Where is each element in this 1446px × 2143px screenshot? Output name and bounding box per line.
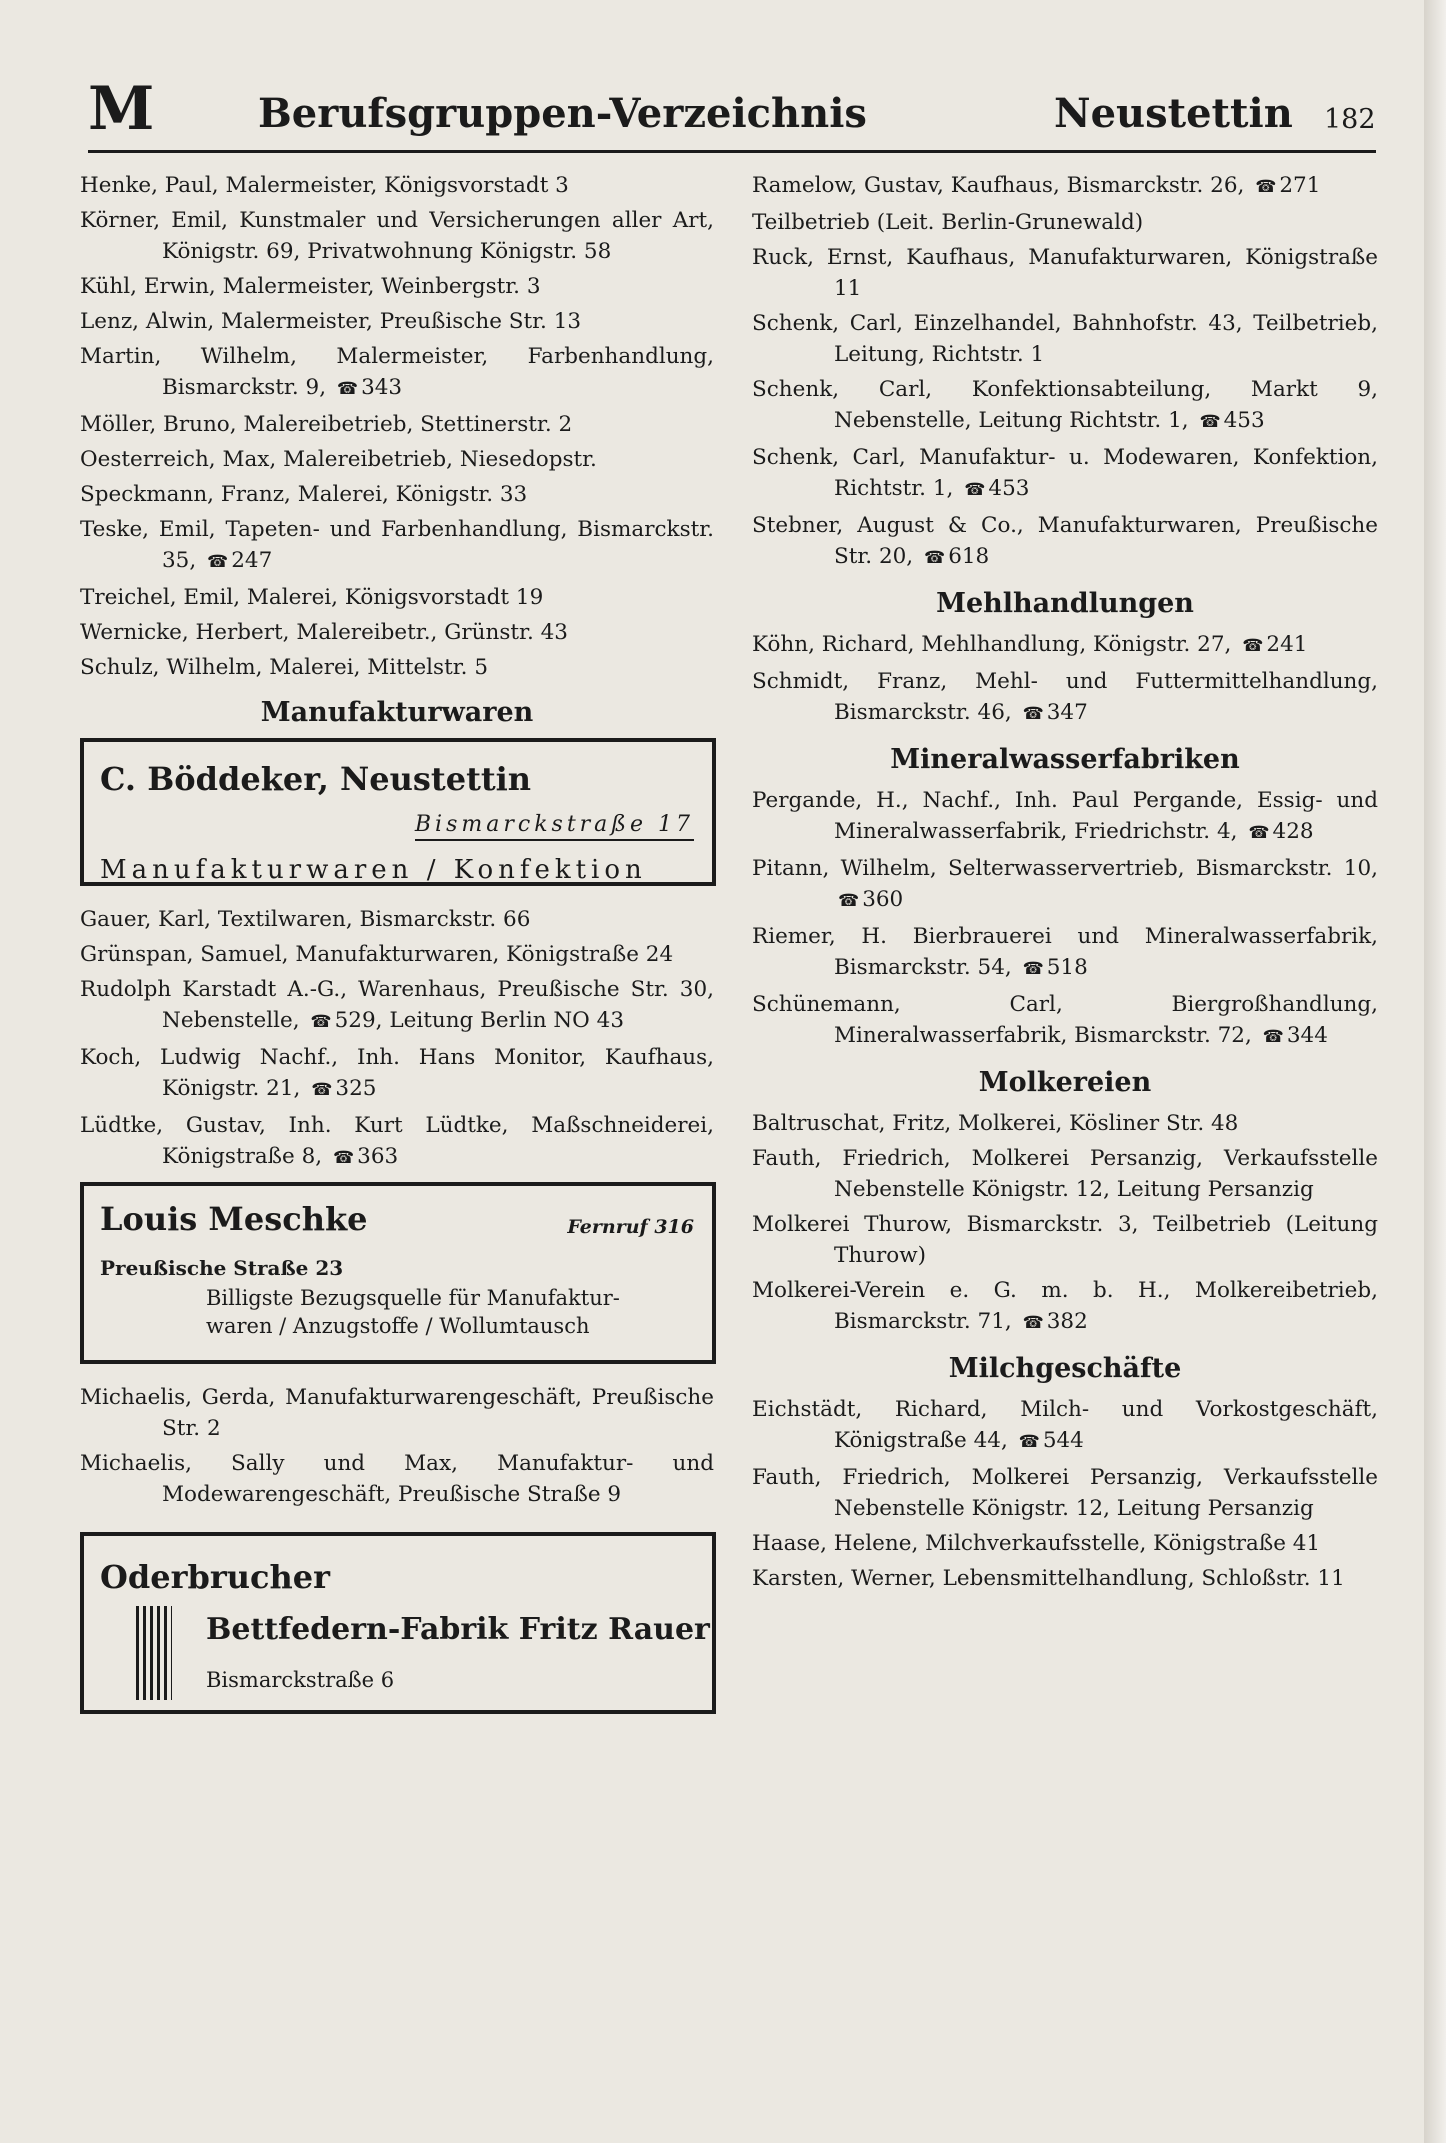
phone-number: ☎ 618 [920, 544, 989, 569]
entry-list [752, 1108, 1378, 1339]
phone-number: ☎ 363 [329, 1144, 398, 1169]
entry-list [752, 1394, 1378, 1594]
entry-text: Teske, Emil, Tapeten- und Farbenhandlung, Bismarckstr. 35, [80, 517, 714, 573]
directory-entry [80, 582, 714, 613]
entry-text: Schenk, Carl, Konfektionsabteilung, Markt 9, Nebenstelle, Leitung Richtstr. 1, [752, 377, 1378, 433]
entry-list [80, 170, 714, 683]
entry-text: Baltruschat, Fritz, Molkerei, Kösliner Str. 48 [752, 1111, 1239, 1136]
directory-entry [80, 1110, 714, 1174]
entry-text: Pergande, H., Nachf., Inh. Paul Pergande, Essig- und Mineralwasserfabrik, Friedrichstr. 4, [752, 788, 1378, 844]
page-header [88, 70, 1376, 153]
directory-entry [752, 666, 1378, 730]
entry-text: Grünspan, Samuel, Manufakturwaren, Königstraße 24 [80, 942, 674, 967]
entry-list [752, 785, 1378, 1053]
entry-text: Eichstädt, Richard, Milch- und Vorkostgeschäft, Königstraße 44, [752, 1397, 1378, 1453]
phone-number: ☎ 241 [1238, 632, 1307, 657]
entry-text: Teilbetrieb (Leit. Berlin-Grunewald) [752, 210, 1144, 235]
entry-text: Lenz, Alwin, Malermeister, Preußische Str. 13 [80, 309, 582, 334]
directory-entry [80, 1448, 714, 1510]
section-letter: M [88, 74, 155, 144]
ad-address: Bismarckstraße 17 [415, 812, 694, 841]
book-edge [1424, 0, 1446, 2143]
directory-entry [752, 1462, 1378, 1524]
directory-entry [752, 1394, 1378, 1458]
entry-text: Koch, Ludwig Nachf., Inh. Hans Monitor, Kaufhaus, Königstr. 21, [80, 1045, 714, 1101]
directory-entry [752, 1108, 1378, 1139]
directory-entry [80, 939, 714, 970]
left-column [80, 170, 714, 1732]
entry-list [752, 170, 1378, 574]
ad-name: C. Böddeker, Neustettin [100, 760, 532, 798]
ad-rauer [80, 1532, 716, 1714]
ad-name: Louis Meschke [100, 1200, 368, 1238]
ad-boeddeker [80, 738, 716, 886]
ad-meschke [80, 1182, 716, 1364]
entry-list [80, 1382, 714, 1510]
ad-line-1: Billigste Bezugsquelle für Manufaktur- [206, 1286, 620, 1310]
section-heading-mineral: Mineralwasserfabriken [890, 744, 1240, 775]
entry-text: Lüdtke, Gustav, Inh. Kurt Lüdtke, Maßschneiderei, Königstraße 8, [80, 1113, 714, 1169]
directory-entry [752, 442, 1378, 506]
directory-entry [80, 974, 714, 1038]
entry-text: Schulz, Wilhelm, Malerei, Mittelstr. 5 [80, 655, 488, 680]
directory-entry [752, 921, 1378, 985]
section-heading-manufaktur: Manufakturwaren [260, 697, 534, 728]
section-heading-milch: Milchgeschäfte [948, 1353, 1182, 1384]
directory-entry [80, 271, 714, 302]
entry-tail: Leitung Berlin NO 43 [389, 1008, 625, 1033]
directory-entry [752, 785, 1378, 849]
directory-entry [752, 1275, 1378, 1339]
directory-entry [752, 1528, 1378, 1559]
page-title: Berufsgruppen-Verzeichnis [258, 90, 867, 137]
directory-entry [752, 853, 1378, 917]
entry-text: Michaelis, Gerda, Manufakturwarengeschäft, Preußische Str. 2 [80, 1385, 714, 1441]
entry-text: Henke, Paul, Malermeister, Königsvorstadt 3 [80, 173, 569, 198]
directory-entry [80, 341, 714, 405]
phone-number: ☎ 529, [306, 1008, 382, 1033]
directory-entry [752, 1209, 1378, 1271]
entry-text: Molkerei Thurow, Bismarckstr. 3, Teilbetrieb (Leitung Thurow) [752, 1212, 1378, 1268]
entry-text: Stebner, August & Co., Manufakturwaren, Preußische Str. 20, [752, 513, 1378, 569]
entry-text: Riemer, H. Bierbrauerei und Mineralwasserfabrik, Bismarckstr. 54, [752, 924, 1378, 980]
directory-entry [752, 170, 1378, 203]
section-heading-molkereien: Molkereien [978, 1067, 1152, 1098]
entry-text: Karsten, Werner, Lebensmittelhandlung, Schloßstr. 11 [752, 1566, 1345, 1591]
directory-entry [80, 617, 714, 648]
directory-entry [80, 170, 714, 201]
phone-number: ☎ 343 [333, 375, 402, 400]
entry-text: Speckmann, Franz, Malerei, Königstr. 33 [80, 482, 528, 507]
ad-address: Preußische Straße 23 [100, 1256, 344, 1280]
directory-entry [752, 1563, 1378, 1594]
directory-entry [752, 308, 1378, 370]
phone-number: ☎ 518 [1019, 955, 1088, 980]
directory-entry [752, 1143, 1378, 1205]
directory-entry [80, 205, 714, 267]
directory-entry [752, 989, 1378, 1053]
directory-entry [752, 629, 1378, 662]
section-heading-mehl: Mehlhandlungen [936, 588, 1194, 619]
entry-text: Ramelow, Gustav, Kaufhaus, Bismarckstr. 26, [752, 173, 1245, 198]
ad-name: Oderbrucher [100, 1558, 330, 1596]
ad-phone: Fernruf 316 [567, 1216, 694, 1238]
entry-text: Möller, Bruno, Malereibetrieb, Stettinerstr. 2 [80, 412, 573, 437]
directory-entry [80, 904, 714, 935]
entry-text: Körner, Emil, Kunstmaler und Versicherungen aller Art, Königstr. 69, Privatwohnung Königstr. 58 [80, 208, 714, 264]
ad-line-2: waren / Anzugstoffe / Wollumtausch [206, 1314, 590, 1338]
directory-entry [80, 409, 714, 440]
entry-text: Haase, Helene, Milchverkaufsstelle, Königstraße 41 [752, 1531, 1321, 1556]
phone-number: ☎ 347 [1019, 700, 1088, 725]
directory-entry [80, 479, 714, 510]
right-column [752, 170, 1378, 1598]
phone-number: ☎ 453 [1195, 408, 1264, 433]
directory-entry [752, 510, 1378, 574]
entry-text: Michaelis, Sally und Max, Manufaktur- und Modewarengeschäft, Preußische Straße 9 [80, 1451, 714, 1507]
directory-entry [752, 374, 1378, 438]
directory-entry [752, 207, 1378, 238]
ad-title: Bettfedern-Fabrik Fritz Rauer [206, 1612, 710, 1647]
entry-text: Rudolph Karstadt A.-G., Warenhaus, Preußische Str. 30, Nebenstelle, [80, 977, 714, 1033]
entry-text: Martin, Wilhelm, Malermeister, Farbenhandlung, Bismarckstr. 9, [80, 344, 714, 400]
phone-number: ☎ 428 [1244, 819, 1313, 844]
entry-text: Schenk, Carl, Manufaktur- u. Modewaren, Konfektion, Richtstr. 1, [752, 445, 1378, 501]
directory-entry [80, 652, 714, 683]
entry-text: Kühl, Erwin, Malermeister, Weinbergstr. 3 [80, 274, 541, 299]
entry-text: Köhn, Richard, Mehlhandlung, Königstr. 27, [752, 632, 1232, 657]
directory-entry [80, 1382, 714, 1444]
entry-text: Schenk, Carl, Einzelhandel, Bahnhofstr. 43, Teilbetrieb, Leitung, Richtstr. 1 [752, 311, 1378, 367]
ad-decoration [136, 1606, 172, 1700]
directory-entry [752, 242, 1378, 304]
phone-number: ☎ 453 [960, 476, 1029, 501]
entry-text: Schmidt, Franz, Mehl- und Futtermittelhandlung, Bismarckstr. 46, [752, 669, 1378, 725]
phone-number: ☎ 271 [1251, 173, 1320, 198]
phone-number: ☎ 247 [203, 548, 272, 573]
entry-list [752, 629, 1378, 730]
page-number: 182 [1324, 104, 1376, 135]
entry-text: Fauth, Friedrich, Molkerei Persanzig, Verkaufsstelle Nebenstelle Königstr. 12, Leitung Persanzig [752, 1146, 1378, 1202]
entry-text: Treichel, Emil, Malerei, Königsvorstadt 19 [80, 585, 544, 610]
entry-text: Pitann, Wilhelm, Selterwasservertrieb, Bismarckstr. 10, [752, 856, 1378, 881]
entry-text: Molkerei-Verein e. G. m. b. H., Molkereibetrieb, Bismarckstr. 71, [752, 1278, 1378, 1334]
phone-number: ☎ 382 [1019, 1309, 1088, 1334]
phone-number: ☎ 325 [307, 1076, 376, 1101]
entry-text: Oesterreich, Max, Malereibetrieb, Niesedopstr. [80, 447, 597, 472]
phone-number: ☎ 344 [1259, 1023, 1328, 1048]
directory-entry [80, 1042, 714, 1106]
entry-list [80, 904, 714, 1174]
directory-entry [80, 306, 714, 337]
ad-tagline: Manufakturwaren / Konfektion [100, 855, 647, 885]
entry-text: Fauth, Friedrich, Molkerei Persanzig, Verkaufsstelle Nebenstelle Königstr. 12, Leitung Persanzig [752, 1465, 1378, 1521]
directory-entry [80, 444, 714, 475]
entry-text: Wernicke, Herbert, Malereibetr., Grünstr. 43 [80, 620, 568, 645]
entry-text: Ruck, Ernst, Kaufhaus, Manufakturwaren, Königstraße 11 [752, 245, 1378, 301]
town-name: Neustettin [1054, 90, 1293, 137]
phone-number: ☎ 360 [834, 887, 903, 912]
phone-number: ☎ 544 [1015, 1428, 1084, 1453]
entry-text: Schünemann, Carl, Biergroßhandlung, Mineralwasserfabrik, Bismarckstr. 72, [752, 992, 1378, 1048]
entry-text: Gauer, Karl, Textilwaren, Bismarckstr. 66 [80, 907, 531, 932]
ad-address: Bismarckstraße 6 [206, 1668, 395, 1692]
directory-entry [80, 514, 714, 578]
